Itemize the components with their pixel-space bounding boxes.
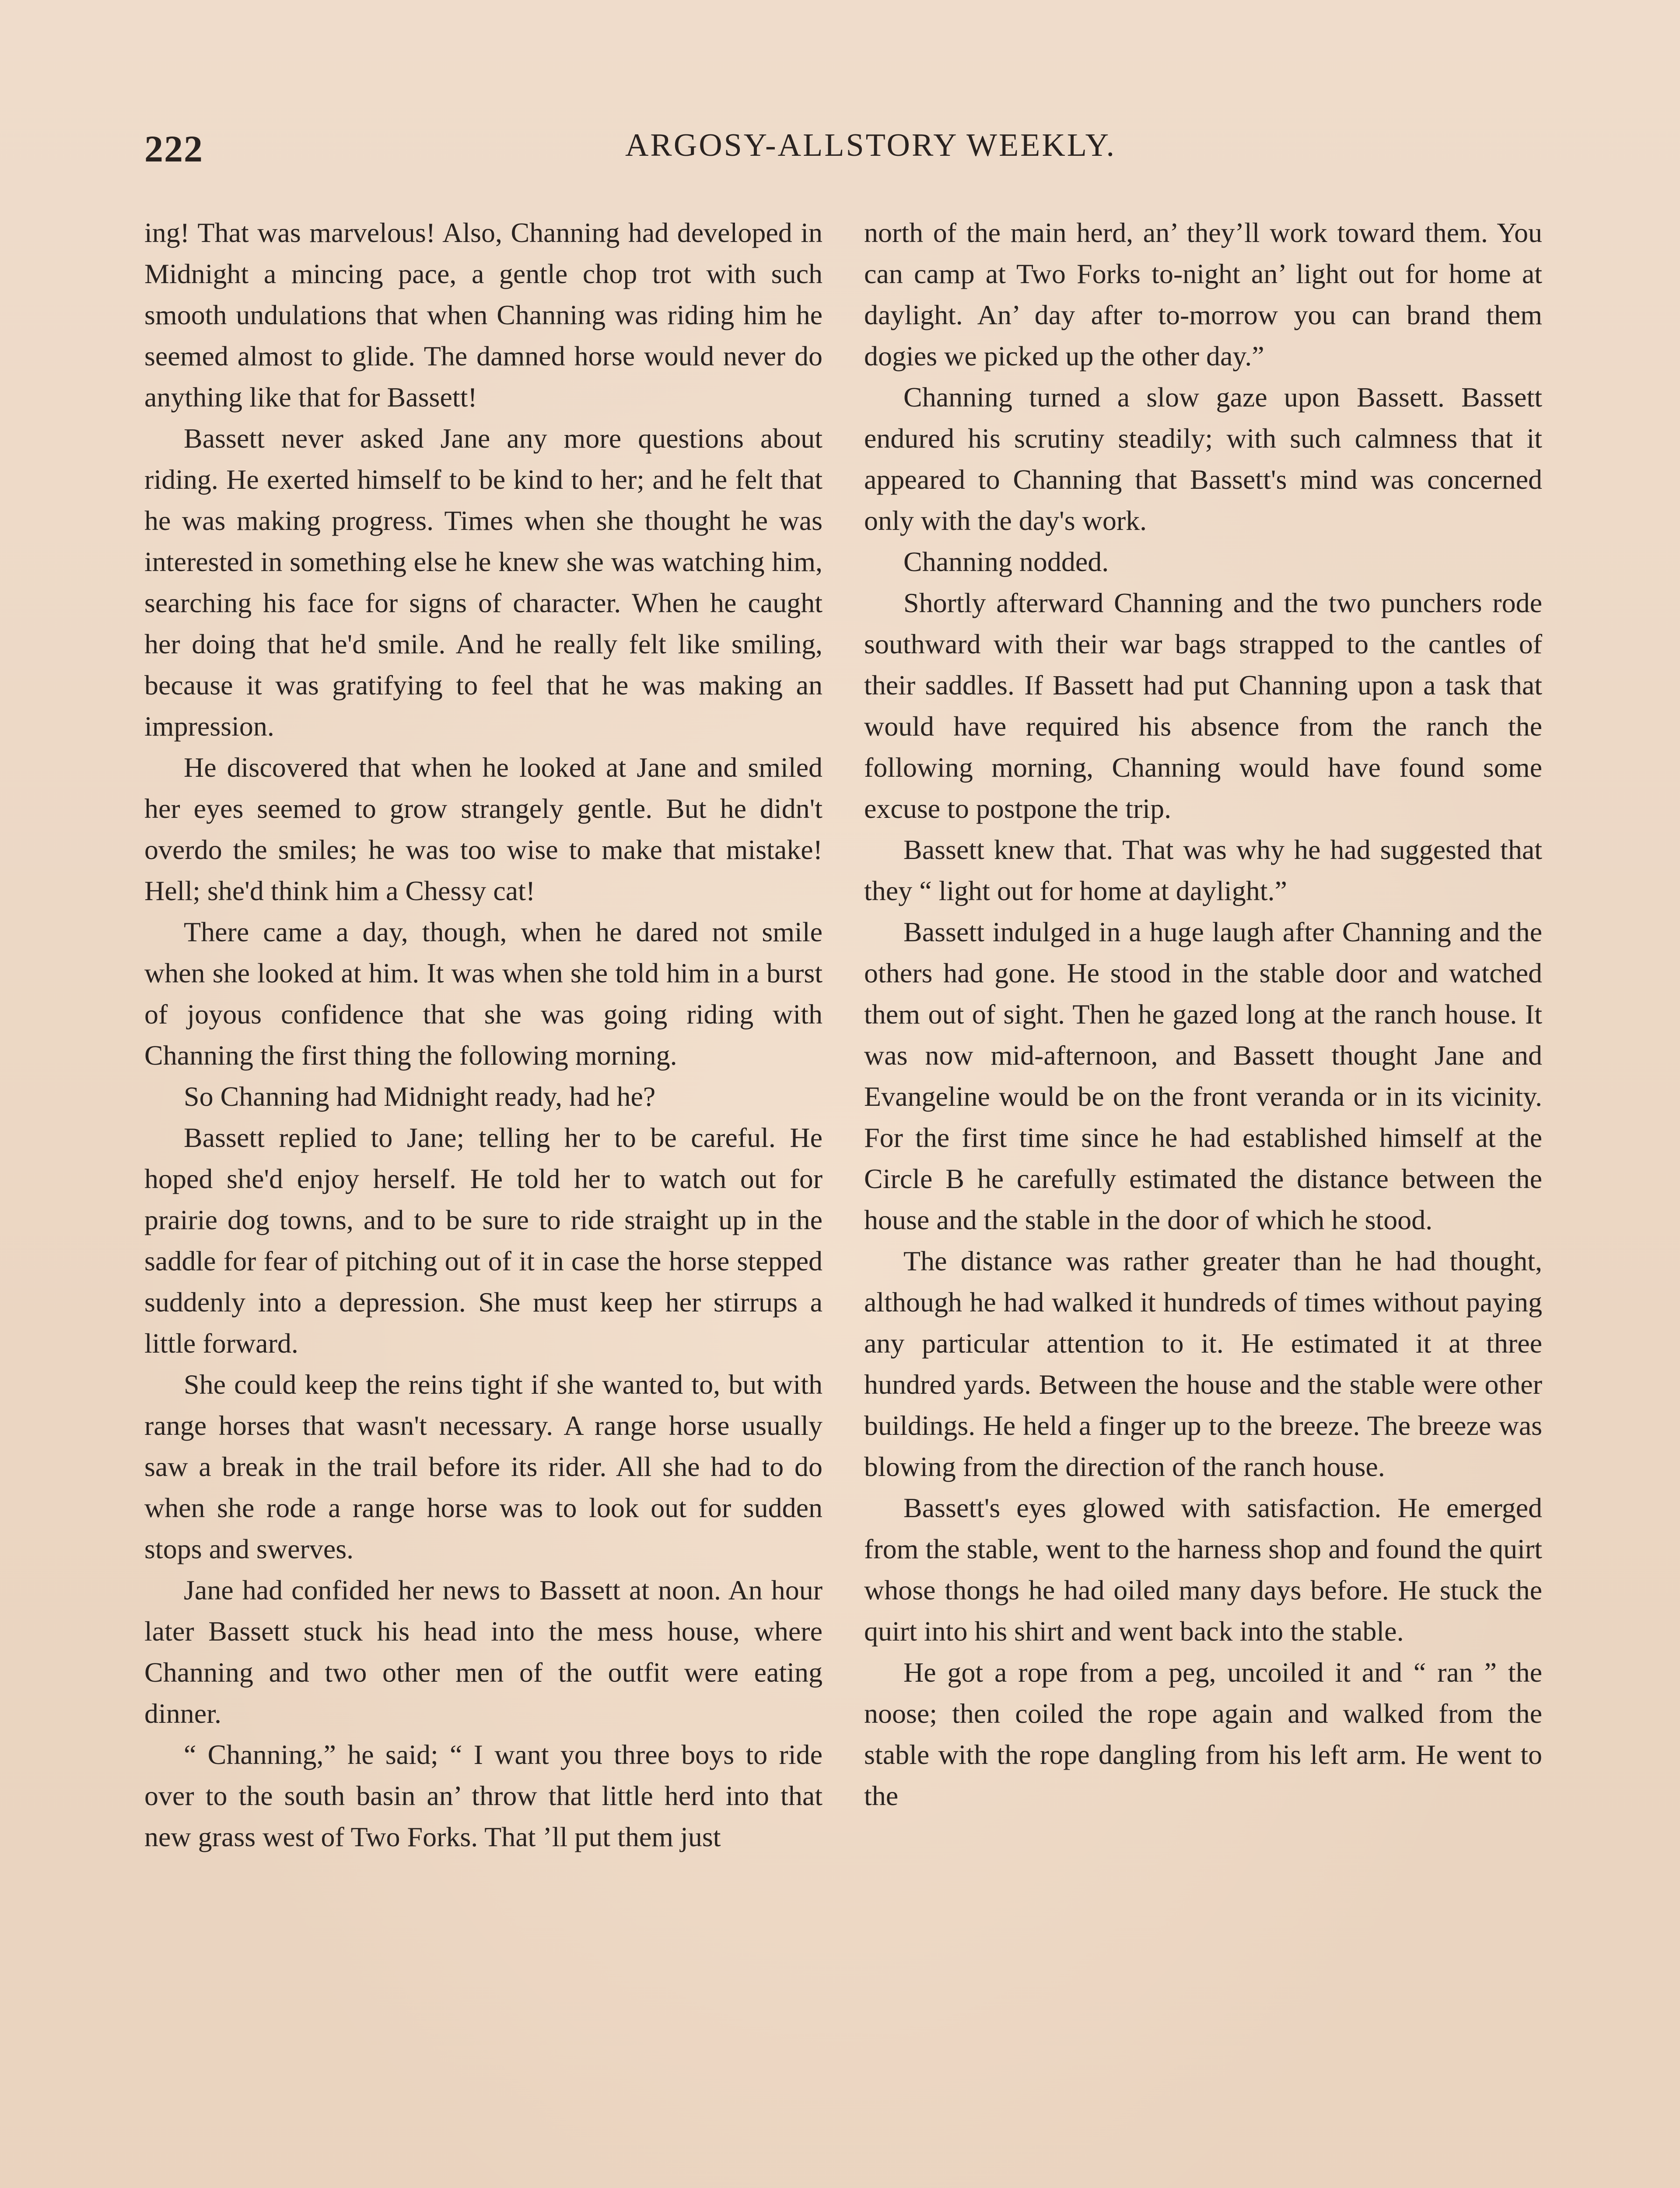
paragraph: Bassett's eyes glowed with satisfaction. He emerged from the stable, went to the harness shop and found the quirt whose thongs he had oiled many days before. He stuck the quirt into his shirt and went back into the stable.: [864, 1492, 1542, 1647]
paragraph: Bassett indulged in a huge laugh after Channing and the others had gone. He stood in the stable door and watched them out of sight. Then he gazed long at the ranch house. It was now mid-afternoon, and Bassett thought Jane and Evangeline would be on the front veranda or in its vicinity. For the first time since he had established himself at the Circle B he carefully estimated the distance between the house and the stable in the door of which he stood.: [864, 916, 1542, 1235]
paragraph: So Channing had Midnight ready, had he?: [184, 1081, 656, 1112]
paragraph: Bassett replied to Jane; telling her to be careful. He hoped she'd enjoy herself. He told her to watch out for prairie dog towns, and to be sure to ride straight up in the saddle for fear of pitching out of it in case the horse stepped suddenly into a depression. She must keep her stirrups a little forward.: [144, 1122, 822, 1359]
paragraph: Channing nodded.: [903, 546, 1109, 577]
paragraph: The distance was rather greater than he had thought, although he had walked it hundreds of times without paying any particular attention to it. He estimated it at three hundred yards. Between the house and the stable were other buildings. He held a finger up to the breeze. The breeze was blowing from the direction of the ranch house.: [864, 1245, 1542, 1482]
paragraph: Bassett knew that. That was why he had suggested that they “ light out for home at daylight.”: [864, 834, 1542, 906]
left-column: [144, 212, 822, 2188]
paragraph: north of the main herd, an’ they’ll work toward them. You can camp at Two Forks to-night an’ light out for home at daylight. An’ day after to-morrow you can brand them dogies we picked up the other day.”: [864, 217, 1542, 372]
right-column: [864, 212, 1542, 2188]
paragraph: He got a rope from a peg, uncoiled it and “ ran ” the noose; then coiled the rope again and walked from the stable with the rope dangling from his left arm. He went to the: [864, 1657, 1542, 1811]
paragraph: “ Channing,” he said; “ I want you three boys to ride over to the south basin an’ throw that little herd into that new grass west of Two Forks. That ’ll put them just: [144, 1739, 822, 1852]
paragraph: Shortly afterward Channing and the two punchers rode southward with their war bags strapped to the cantles of their saddles. If Bassett had put Channing upon a task that would have required his absence from the ranch the following morning, Channing would have found some excuse to postpone the trip.: [864, 587, 1542, 824]
paragraph: Bassett never asked Jane any more questions about riding. He exerted himself to be kind to her; and he felt that he was making progress. Times when she thought he was interested in something else he knew she was watching him, searching his face for signs of character. When he caught her doing that he'd smile. And he really felt like smiling, because it was gratifying to feel that he was making an impression.: [144, 423, 822, 742]
paragraph: She could keep the reins tight if she wanted to, but with range horses that wasn't necessary. A range horse usually saw a break in the trail before its rider. All she had to do when she rode a range horse was to look out for sudden stops and swerves.: [144, 1369, 822, 1564]
page-number: 222: [144, 128, 203, 170]
running-head: ARGOSY-ALLSTORY WEEKLY.: [625, 127, 1116, 163]
page-header: [144, 127, 1536, 179]
paragraph: He discovered that when he looked at Jane and smiled her eyes seemed to grow strangely gentle. But he didn't overdo the smiles; he was too wise to make that mistake! Hell; she'd think him a Chessy cat!: [144, 752, 822, 906]
paragraph: Channing turned a slow gaze upon Bassett. Bassett endured his scrutiny steadily; with such calmness that it appeared to Channing that Bassett's mind was concerned only with the day's work.: [864, 382, 1542, 536]
paragraph: Jane had confided her news to Bassett at noon. An hour later Bassett stuck his head into the mess house, where Channing and two other men of the outfit were eating dinner.: [144, 1574, 822, 1729]
text-columns: [144, 212, 1542, 2188]
paragraph: There came a day, though, when he dared not smile when she looked at him. It was when she told him in a burst of joyous confidence that she was going riding with Channing the first thing the following morning.: [144, 916, 822, 1071]
paragraph: ing! That was marvelous! Also, Channing had developed in Midnight a mincing pace, a gentle chop trot with such smooth undulations that when Channing was riding him he seemed almost to glide. The damned horse would never do anything like that for Bassett!: [144, 217, 822, 413]
